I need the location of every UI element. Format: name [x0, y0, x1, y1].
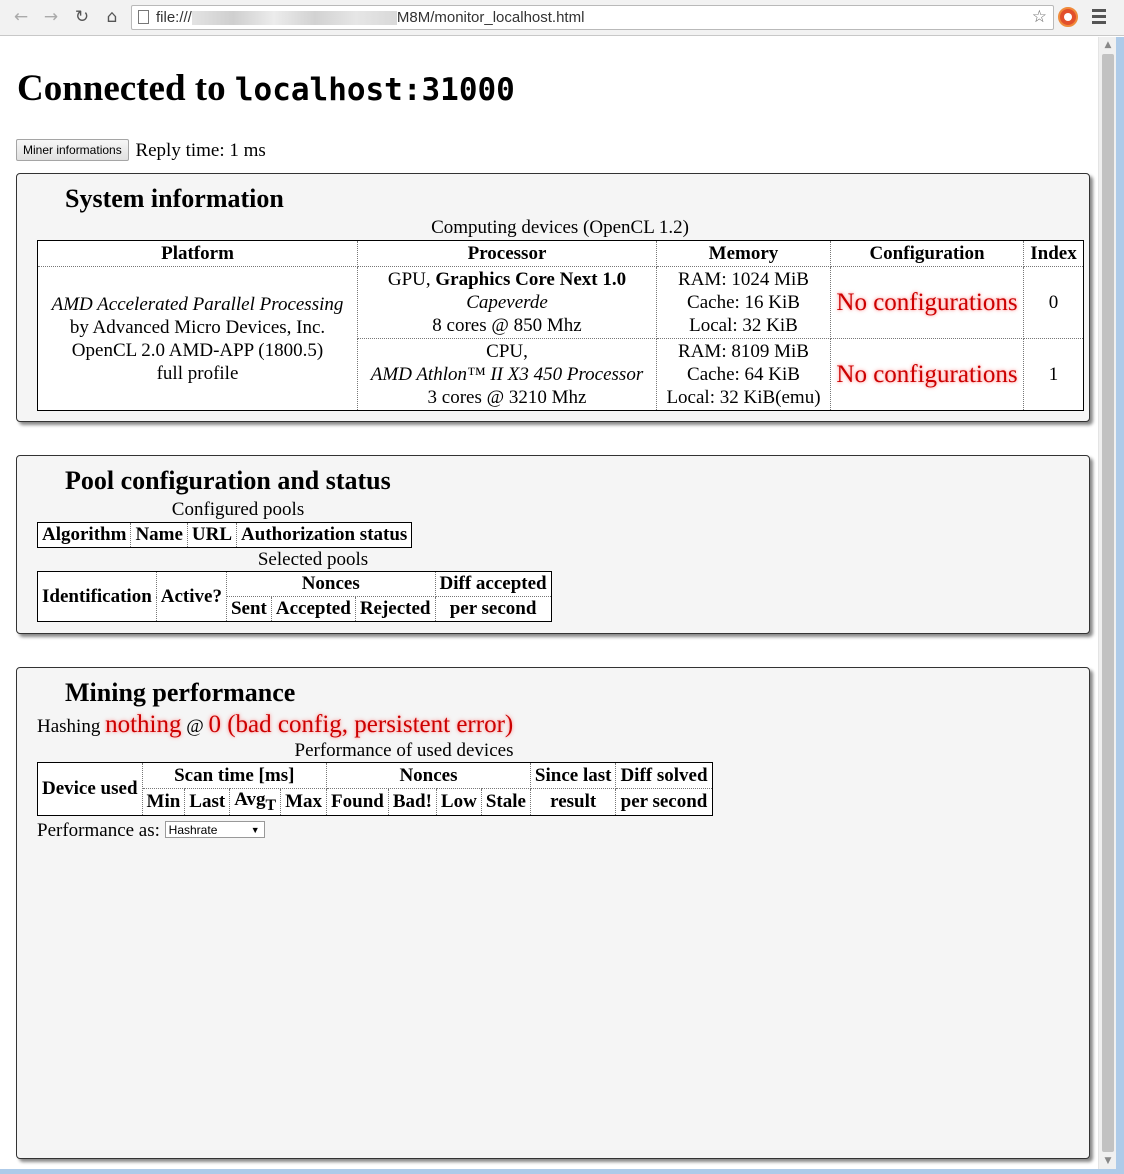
- performance-as-row: [37, 820, 265, 842]
- scroll-up-icon[interactable]: ▲: [1104, 40, 1112, 50]
- col-configuration: Configuration: [831, 241, 1024, 267]
- col-processor: Processor: [358, 241, 657, 267]
- device-performance-table: [37, 762, 713, 816]
- window-frame-bottom: [0, 1169, 1124, 1174]
- page-content: [0, 37, 1098, 1169]
- col-min: Min: [142, 789, 185, 816]
- scroll-down-icon[interactable]: ▼: [1104, 1156, 1112, 1166]
- col-bad: Bad!: [388, 789, 436, 816]
- window-frame-right: [1116, 37, 1124, 1174]
- system-information-heading: System information: [65, 184, 284, 213]
- col-platform: Platform: [38, 241, 358, 267]
- memory-cell: RAM: 1024 MiB Cache: 16 KiB Local: 32 KiB: [657, 267, 831, 339]
- page-icon: [138, 10, 149, 24]
- col-active: Active?: [156, 572, 226, 622]
- col-last: Last: [185, 789, 230, 816]
- performance-as-select[interactable]: Hashrate ▼: [165, 821, 265, 838]
- configuration-cell: No configurations: [831, 267, 1024, 339]
- configuration-cell: No configurations: [831, 339, 1024, 411]
- col-algorithm: Algorithm: [38, 523, 131, 548]
- col-index: Index: [1024, 241, 1084, 267]
- configured-pools-caption: Configured pools: [171, 499, 305, 520]
- hashing-error: 0 (bad config, persistent error): [208, 711, 514, 738]
- col-nonces: Nonces: [226, 572, 435, 597]
- platform-cell: [38, 267, 358, 411]
- col-accepted: Accepted: [271, 597, 355, 622]
- col-per-second: per second: [435, 597, 551, 622]
- platform-vendor: by Advanced Micro Devices, Inc.: [69, 316, 326, 338]
- processor-cell: GPU, Graphics Core Next 1.0 Capeverde 8 cores @ 850 Mhz: [358, 267, 657, 339]
- selected-pools-caption: Selected pools: [257, 549, 369, 570]
- browser-toolbar: [0, 0, 1124, 36]
- col-url: URL: [187, 523, 236, 548]
- col-nonces: Nonces: [327, 763, 531, 789]
- bookmark-star-icon[interactable]: ☆: [1031, 7, 1047, 27]
- col-identification: Identification: [38, 572, 157, 622]
- memory-cell: RAM: 8109 MiB Cache: 64 KiB Local: 32 KiB(emu): [657, 339, 831, 411]
- miner-info-row: [16, 139, 266, 162]
- index-cell: 0: [1024, 267, 1084, 339]
- platform-name: AMD Accelerated Parallel Processing: [51, 293, 344, 315]
- url-text: file:/// M8M/monitor_localhost.html: [156, 9, 585, 26]
- system-information-panel: [16, 173, 1090, 422]
- col-low: Low: [436, 789, 481, 816]
- platform-version: OpenCL 2.0 AMD-APP (1800.5): [71, 339, 324, 361]
- mining-performance-heading: Mining performance: [65, 678, 296, 707]
- redacted-path: [192, 11, 397, 25]
- scroll-thumb[interactable]: [1102, 54, 1114, 1152]
- reply-time: Reply time: 1 ms: [135, 140, 266, 161]
- col-diff-solved: Diff solved: [616, 763, 712, 789]
- col-authorization-status: Authorization status: [237, 523, 412, 548]
- pool-configuration-panel: [16, 455, 1090, 634]
- computing-devices-caption: Computing devices (OpenCL 1.2): [431, 217, 689, 238]
- page-title: Connected to localhost:31000: [17, 68, 515, 109]
- col-diff-accepted: Diff accepted: [435, 572, 551, 597]
- platform-profile: full profile: [156, 362, 239, 384]
- performance-as-label: Performance as:: [37, 820, 160, 841]
- back-arrow-icon[interactable]: ←: [13, 7, 29, 27]
- dropdown-arrow-icon: ▼: [250, 825, 260, 835]
- col-scan-time: Scan time [ms]: [142, 763, 327, 789]
- forward-arrow-icon[interactable]: →: [43, 7, 59, 27]
- mining-performance-panel: [16, 667, 1090, 1159]
- selected-pools-table: [37, 571, 552, 622]
- configured-pools-table: [37, 522, 412, 548]
- computing-devices-table: [37, 240, 1084, 411]
- table-row: [38, 267, 1084, 339]
- col-memory: Memory: [657, 241, 831, 267]
- index-cell: 1: [1024, 339, 1084, 411]
- vertical-scrollbar[interactable]: [1098, 37, 1117, 1169]
- performance-caption: Performance of used devices: [294, 740, 514, 761]
- col-per-second: per second: [616, 789, 712, 816]
- col-found: Found: [327, 789, 389, 816]
- home-icon[interactable]: ⌂: [106, 7, 118, 27]
- hashing-target: nothing: [105, 711, 182, 738]
- pool-configuration-heading: Pool configuration and status: [65, 466, 391, 495]
- col-sent: Sent: [226, 597, 271, 622]
- col-max: Max: [281, 789, 327, 816]
- address-bar[interactable]: [131, 5, 1054, 30]
- menu-icon[interactable]: [1092, 9, 1106, 27]
- miner-informations-button[interactable]: Miner informations: [16, 139, 129, 161]
- col-since-last: Since last: [530, 763, 616, 789]
- col-name: Name: [131, 523, 187, 548]
- host-name: localhost:31000: [234, 72, 515, 108]
- reload-icon[interactable]: ↻: [74, 7, 90, 27]
- extension-icon[interactable]: [1058, 7, 1078, 27]
- processor-cell: CPU, AMD Athlon™ II X3 450 Processor 3 cores @ 3210 Mhz: [358, 339, 657, 411]
- col-device-used: Device used: [38, 763, 143, 816]
- hashing-status: Hashing nothing @ 0 (bad config, persistent error): [37, 711, 514, 738]
- col-result: result: [530, 789, 616, 816]
- col-rejected: Rejected: [355, 597, 435, 622]
- col-avg: Avg$_T$: [230, 789, 281, 816]
- col-stale: Stale: [481, 789, 530, 816]
